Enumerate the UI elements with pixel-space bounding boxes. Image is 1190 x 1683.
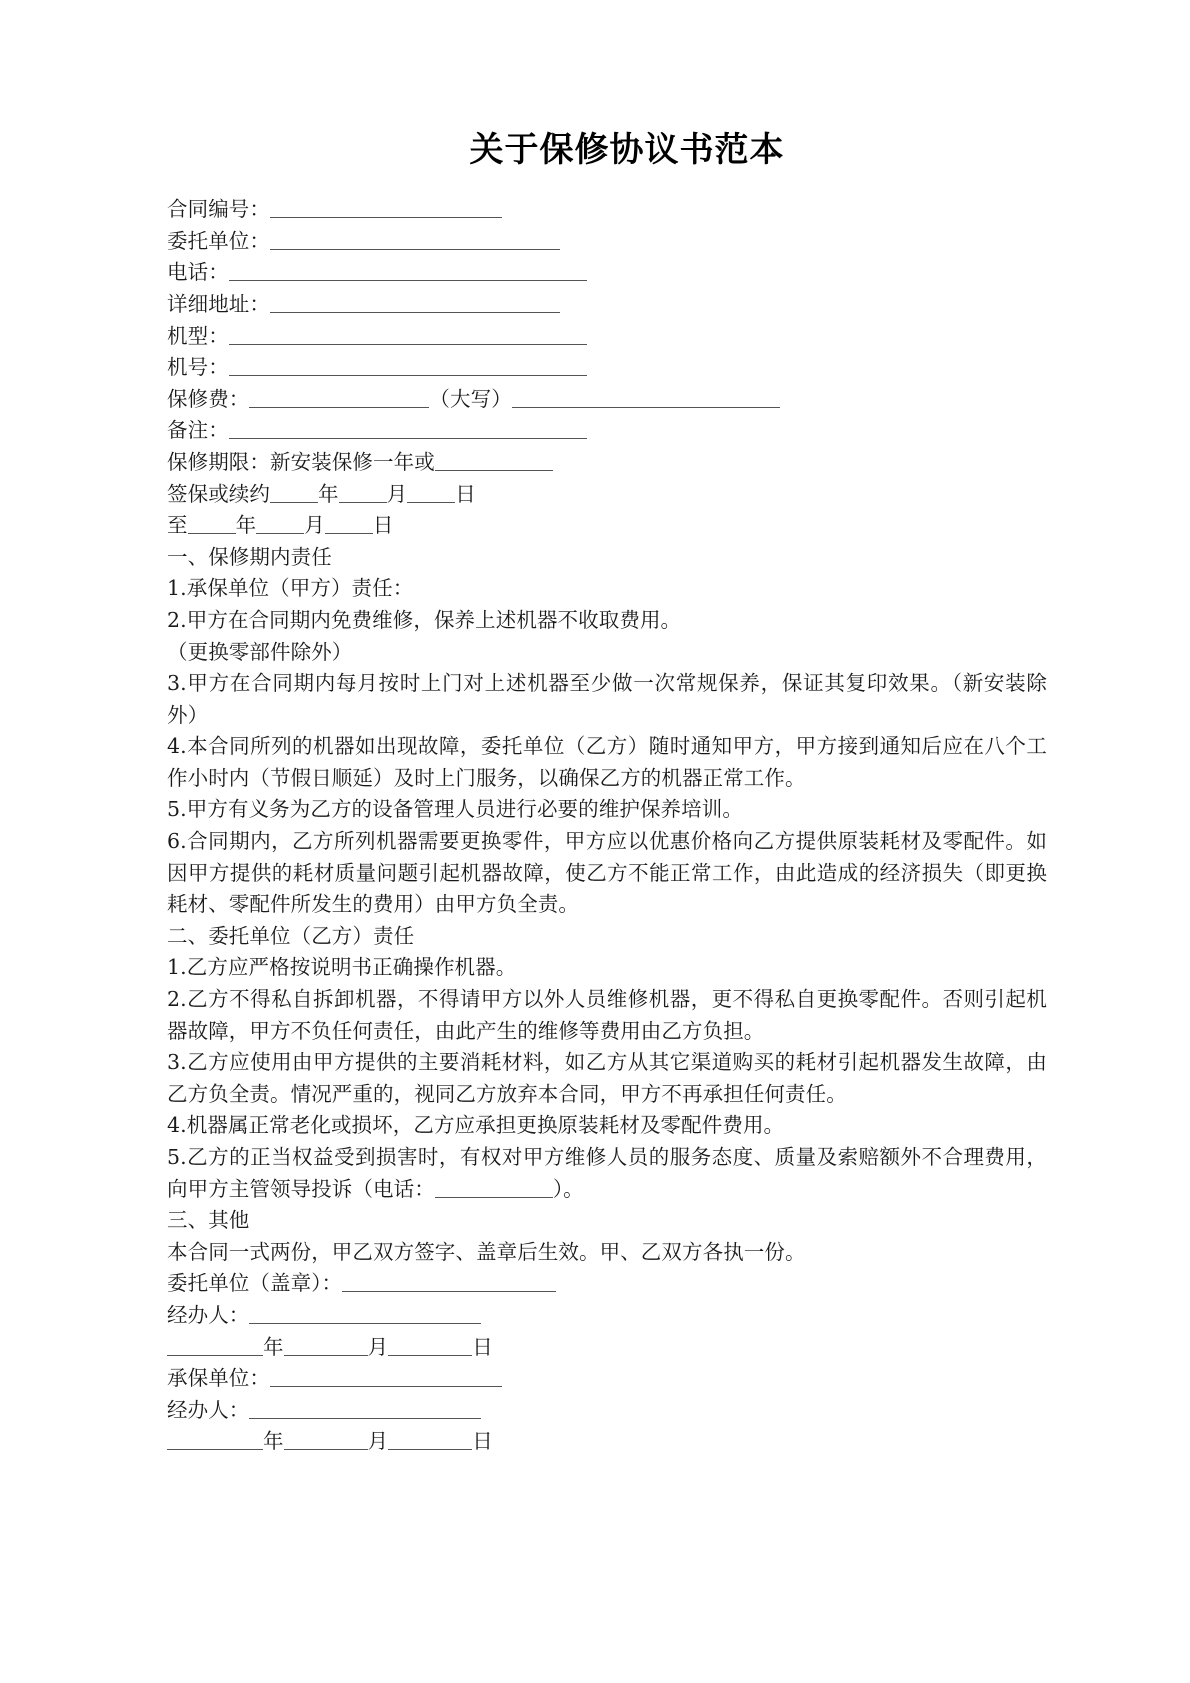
field-label: 签保或续约	[167, 481, 270, 506]
date-1-day-input[interactable]	[388, 1355, 472, 1356]
date-2-month-input[interactable]	[284, 1449, 368, 1450]
form-field-contract-number	[167, 194, 1047, 226]
section-one-heading: 一、保修期内责任	[167, 544, 332, 569]
until-month-input[interactable]	[256, 533, 304, 534]
signature-date-1	[167, 1332, 1047, 1364]
section-two-item-5-prefix: 5.乙方的正当权益受到损害时，有权对甲方维修人员的服务态度、质量及索赔额外不合理费用，向甲方主管领导投诉（电话：	[167, 1145, 1047, 1201]
section-two-item-5-suffix: ）。	[552, 1176, 584, 1201]
signature-underwriting-unit	[167, 1363, 1047, 1395]
warranty-period-input[interactable]	[435, 470, 553, 471]
signature-date-2	[167, 1426, 1047, 1458]
field-label: 备注：	[167, 418, 229, 443]
uppercase-note: （大写）	[429, 386, 512, 411]
page-title: 关于保修协议书范本	[469, 130, 785, 170]
section-one-item-4: 4.本合同所列的机器如出现故障，委托单位（乙方）随时通知甲方，甲方接到通知后应在八个工作小时内（节假日顺延）及时上门服务，以确保乙方的机器正常工作。	[167, 734, 1047, 790]
field-label: 委托单位：	[167, 228, 270, 253]
remark-input[interactable]	[229, 438, 587, 439]
address-input[interactable]	[270, 312, 560, 313]
field-label: 保修费：	[167, 386, 250, 411]
year-unit: 年	[263, 1429, 284, 1454]
field-label: 机型：	[167, 323, 229, 348]
handler-1-input[interactable]	[249, 1323, 481, 1324]
signature-client-unit	[167, 1268, 1047, 1300]
form-field-machine-number	[167, 352, 1047, 384]
signature-handler-1	[167, 1300, 1047, 1332]
month-unit: 月	[386, 481, 408, 506]
field-label: 电话：	[167, 260, 229, 285]
field-label: 委托单位（盖章）：	[167, 1271, 343, 1296]
sign-year-input[interactable]	[270, 502, 318, 503]
date-2-year-input[interactable]	[167, 1449, 263, 1450]
form-field-warranty-period	[167, 447, 1047, 479]
handler-2-input[interactable]	[249, 1418, 481, 1419]
year-unit: 年	[235, 513, 257, 538]
complaint-phone-input[interactable]	[435, 1197, 553, 1198]
signature-handler-2	[167, 1395, 1047, 1427]
contract-number-input[interactable]	[270, 217, 502, 218]
section-two-heading: 二、委托单位（乙方）责任	[167, 923, 415, 948]
section-one-item-3: 3.甲方在合同期内每月按时上门对上述机器至少做一次常规保养，保证其复印效果。（新安装除外）	[167, 671, 1047, 727]
section-one-item-1: 1.承保单位（甲方）责任：	[167, 576, 414, 601]
day-unit: 日	[372, 513, 394, 538]
document-body	[167, 128, 1047, 1458]
section-one-item-5: 5.甲方有义务为乙方的设备管理人员进行必要的维护保养培训。	[167, 797, 743, 822]
sign-month-input[interactable]	[339, 502, 387, 503]
day-unit: 日	[472, 1429, 493, 1454]
section-one-item-6: 6.合同期内，乙方所列机器需要更换零件，甲方应以优惠价格向乙方提供原装耗材及零配件。如因甲方提供的耗材质量问题引起机器故障，使乙方不能正常工作，由此造成的经济损失（即更换耗材、零配件所发生的费用）由甲方负全责。	[167, 829, 1047, 917]
field-label: 经办人：	[167, 1302, 250, 1327]
client-unit-input[interactable]	[270, 249, 560, 250]
form-field-remark	[167, 415, 1047, 447]
section-one-item-2: 2.甲方在合同期内免费维修，保养上述机器不收取费用。	[167, 607, 682, 632]
field-label: 保修期限：新安装保修一年或	[167, 449, 435, 474]
section-two-item-1: 1.乙方应严格按说明书正确操作机器。	[167, 955, 517, 980]
field-label: 经办人：	[167, 1397, 250, 1422]
warranty-fee-uppercase-input[interactable]	[512, 407, 780, 408]
section-three-heading: 三、其他	[167, 1208, 250, 1233]
field-label: 机号：	[167, 355, 229, 380]
month-unit: 月	[367, 1334, 389, 1359]
form-field-phone	[167, 257, 1047, 289]
machine-number-input[interactable]	[229, 375, 587, 376]
client-unit-seal-input[interactable]	[342, 1291, 556, 1292]
field-label: 合同编号：	[167, 197, 270, 222]
form-field-warranty-fee	[167, 384, 1047, 416]
warranty-fee-input[interactable]	[249, 407, 429, 408]
year-unit: 年	[263, 1334, 284, 1359]
section-two-item-4: 4.机器属正常老化或损坏，乙方应承担更换原装耗材及零配件费用。	[167, 1113, 785, 1138]
section-one-item-2-note: （更换零部件除外）	[167, 639, 353, 664]
form-field-sign-or-renew	[167, 479, 1047, 511]
date-1-year-input[interactable]	[167, 1355, 263, 1356]
day-unit: 日	[455, 481, 476, 506]
form-field-until-date	[167, 510, 1047, 542]
field-label: 详细地址：	[167, 291, 270, 316]
section-three-body: 本合同一式两份，甲乙双方签字、盖章后生效。甲、乙双方各执一份。	[167, 1239, 806, 1264]
month-unit: 月	[367, 1429, 389, 1454]
underwriting-unit-input[interactable]	[270, 1386, 502, 1387]
form-field-address	[167, 289, 1047, 321]
field-label: 至	[167, 513, 188, 538]
year-unit: 年	[318, 481, 339, 506]
section-two-item-3: 3.乙方应使用由甲方提供的主要消耗材料，如乙方从其它渠道购买的耗材引起机器发生故障，由乙方负全责。情况严重的，视同乙方放弃本合同，甲方不再承担任何责任。	[167, 1050, 1047, 1106]
until-year-input[interactable]	[188, 533, 236, 534]
field-label: 承保单位：	[167, 1366, 270, 1391]
month-unit: 月	[304, 513, 325, 538]
date-1-month-input[interactable]	[284, 1355, 368, 1356]
sign-day-input[interactable]	[407, 502, 455, 503]
section-two-item-2: 2.乙方不得私自拆卸机器，不得请甲方以外人员维修机器，更不得私自更换零配件。否则引起机器故障，甲方不负任何责任，由此产生的维修等费用由乙方负担。	[167, 987, 1047, 1043]
date-2-day-input[interactable]	[388, 1449, 472, 1450]
day-unit: 日	[472, 1334, 493, 1359]
model-input[interactable]	[229, 344, 587, 345]
phone-input[interactable]	[229, 280, 587, 281]
form-field-client-unit	[167, 226, 1047, 258]
form-field-model	[167, 321, 1047, 353]
until-day-input[interactable]	[325, 533, 373, 534]
section-two-item-5	[167, 1142, 1047, 1205]
